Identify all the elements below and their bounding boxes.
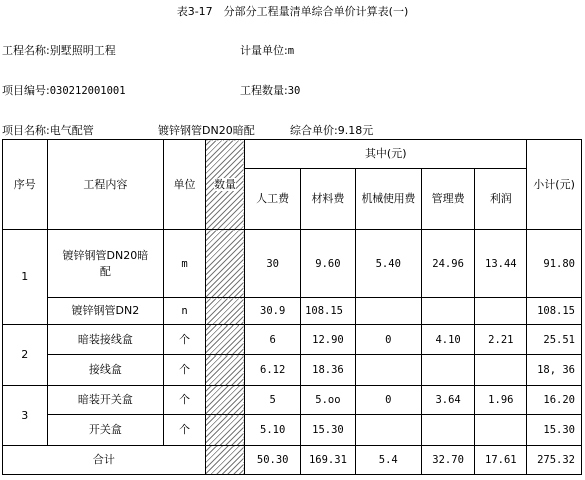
project-name-value: 别墅照明工程 xyxy=(49,44,116,57)
row-labor: 5 xyxy=(245,386,301,415)
total-row xyxy=(3,446,582,475)
total-machine: 5.4 xyxy=(355,446,421,475)
unit-label: 计量单位: xyxy=(240,44,288,57)
row-material: 5.oo xyxy=(301,386,356,415)
row-subtotal: 16.20 xyxy=(527,386,582,415)
row-machine: 0 xyxy=(355,386,421,415)
item-name-label: 项目名称: xyxy=(2,124,50,137)
header-qty xyxy=(205,140,245,230)
header-row xyxy=(3,140,582,169)
row-profit: 2.21 xyxy=(475,325,527,355)
row-mgmt xyxy=(421,355,475,386)
row-subtotal: 25.51 xyxy=(527,325,582,355)
row-subtotal: 18, 36 xyxy=(527,355,582,386)
row-subtotal: 91.80 xyxy=(527,230,582,298)
unit-price-value: 9.18元 xyxy=(337,124,374,137)
row-profit xyxy=(475,415,527,446)
table-row xyxy=(3,230,582,298)
unit-price-label: 综合单价: xyxy=(290,124,338,137)
row-subtotal: 108.15 xyxy=(527,298,582,325)
row-labor: 5.10 xyxy=(245,415,301,446)
cost-table xyxy=(2,139,582,475)
row-seq: 1 xyxy=(3,230,48,325)
header-material: 材料费 xyxy=(301,169,356,230)
row-labor: 6.12 xyxy=(245,355,301,386)
row-seq: 2 xyxy=(3,325,48,386)
quantity-line xyxy=(240,82,300,98)
row-machine xyxy=(355,415,421,446)
row-unit: 个 xyxy=(164,415,206,446)
row-machine xyxy=(355,298,421,325)
item-name-value: 电气配管 xyxy=(49,124,94,137)
header-mgmt: 管理费 xyxy=(421,169,475,230)
row-mgmt xyxy=(421,298,475,325)
row-profit xyxy=(475,298,527,325)
row-labor: 6 xyxy=(245,325,301,355)
row-content: 接线盒 xyxy=(47,355,164,386)
header-qty-label: 数量 xyxy=(214,177,237,191)
header-machine: 机械使用费 xyxy=(355,169,421,230)
row-material: 18.36 xyxy=(301,355,356,386)
row-material: 12.90 xyxy=(301,325,356,355)
item-code-label: 项目编号: xyxy=(2,84,50,97)
header-seq: 序号 xyxy=(3,140,48,230)
row-qty xyxy=(205,230,245,298)
total-labor: 50.30 xyxy=(245,446,301,475)
item-name-line xyxy=(2,122,94,138)
item-code-line xyxy=(2,82,126,98)
header-labor: 人工费 xyxy=(245,169,301,230)
quantity-label: 工程数量: xyxy=(240,84,288,97)
row-profit: 13.44 xyxy=(475,230,527,298)
row-qty xyxy=(205,386,245,415)
total-qty xyxy=(205,446,245,475)
total-profit: 17.61 xyxy=(475,446,527,475)
row-qty xyxy=(205,415,245,446)
row-unit: 个 xyxy=(164,325,206,355)
table-row xyxy=(3,386,582,415)
row-qty xyxy=(205,325,245,355)
row-machine: 5.40 xyxy=(355,230,421,298)
unit-line xyxy=(240,42,294,58)
row-unit: 个 xyxy=(164,386,206,415)
row-unit: m xyxy=(164,230,206,298)
quantity-value: 30 xyxy=(287,85,301,97)
total-material: 169.31 xyxy=(301,446,356,475)
row-machine: 0 xyxy=(355,325,421,355)
row-content: 镀锌钢管DN2 xyxy=(47,298,164,325)
row-profit xyxy=(475,355,527,386)
table-row xyxy=(3,298,582,325)
row-mgmt: 3.64 xyxy=(421,386,475,415)
row-unit: 个 xyxy=(164,355,206,386)
row-qty xyxy=(205,298,245,325)
table-row xyxy=(3,355,582,386)
total-mgmt: 32.70 xyxy=(421,446,475,475)
header-group: 其中(元) xyxy=(245,140,527,169)
project-name-line xyxy=(2,42,116,58)
project-name-label: 工程名称: xyxy=(2,44,50,57)
item-spec: 镀锌钢管DN20暗配 xyxy=(158,124,255,137)
row-labor: 30 xyxy=(245,230,301,298)
table-row xyxy=(3,325,582,355)
unit-price-line xyxy=(290,122,373,138)
row-unit: n xyxy=(164,298,206,325)
total-subtotal: 275.32 xyxy=(527,446,582,475)
unit-value: m xyxy=(287,45,295,57)
row-material: 9.60 xyxy=(301,230,356,298)
row-seq: 3 xyxy=(3,386,48,446)
item-code-value: 030212001001 xyxy=(49,85,126,97)
header-profit: 利润 xyxy=(475,169,527,230)
row-mgmt: 4.10 xyxy=(421,325,475,355)
row-content: 开关盒 xyxy=(47,415,164,446)
row-qty xyxy=(205,355,245,386)
row-content: 暗装开关盒 xyxy=(47,386,164,415)
table-row xyxy=(3,415,582,446)
row-mgmt xyxy=(421,415,475,446)
header-unit: 单位 xyxy=(164,140,206,230)
table-title: 表3-17 分部分工程量清单综合单价计算表(一) xyxy=(176,5,409,18)
total-label: 合计 xyxy=(3,446,206,475)
row-material: 108.15 xyxy=(301,298,356,325)
row-machine xyxy=(355,355,421,386)
row-content: 暗装接线盒 xyxy=(47,325,164,355)
row-mgmt: 24.96 xyxy=(421,230,475,298)
row-subtotal: 15.30 xyxy=(527,415,582,446)
header-content: 工程内容 xyxy=(47,140,164,230)
row-content: 镀锌钢管DN20暗配 xyxy=(47,230,164,298)
row-labor: 30.9 xyxy=(245,298,301,325)
row-profit: 1.96 xyxy=(475,386,527,415)
row-material: 15.30 xyxy=(301,415,356,446)
header-subtotal: 小计(元) xyxy=(527,140,582,230)
